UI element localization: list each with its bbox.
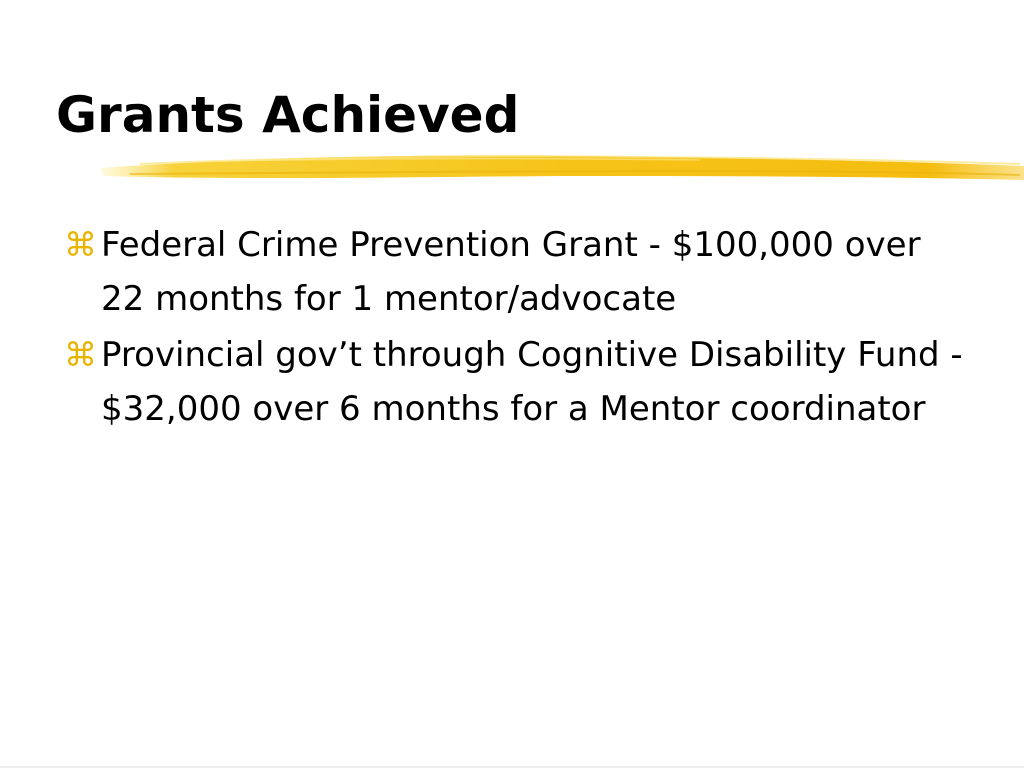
bullet-list (64, 218, 964, 438)
command-key-icon: ⌘ (64, 335, 97, 374)
bullet-item-federal-grant (64, 218, 964, 326)
brush-stroke-underline (0, 146, 1024, 190)
slide-title: Grants Achieved (56, 86, 520, 144)
command-key-icon: ⌘ (64, 225, 97, 264)
bullet-text: Federal Crime Prevention Grant - $100,000 over 22 months for 1 mentor/advocate (101, 225, 921, 319)
bullet-text: Provincial gov’t through Cognitive Disability Fund - $32,000 over 6 months for a Mentor coordinator (101, 335, 963, 429)
bullet-item-provincial-grant (64, 328, 964, 436)
